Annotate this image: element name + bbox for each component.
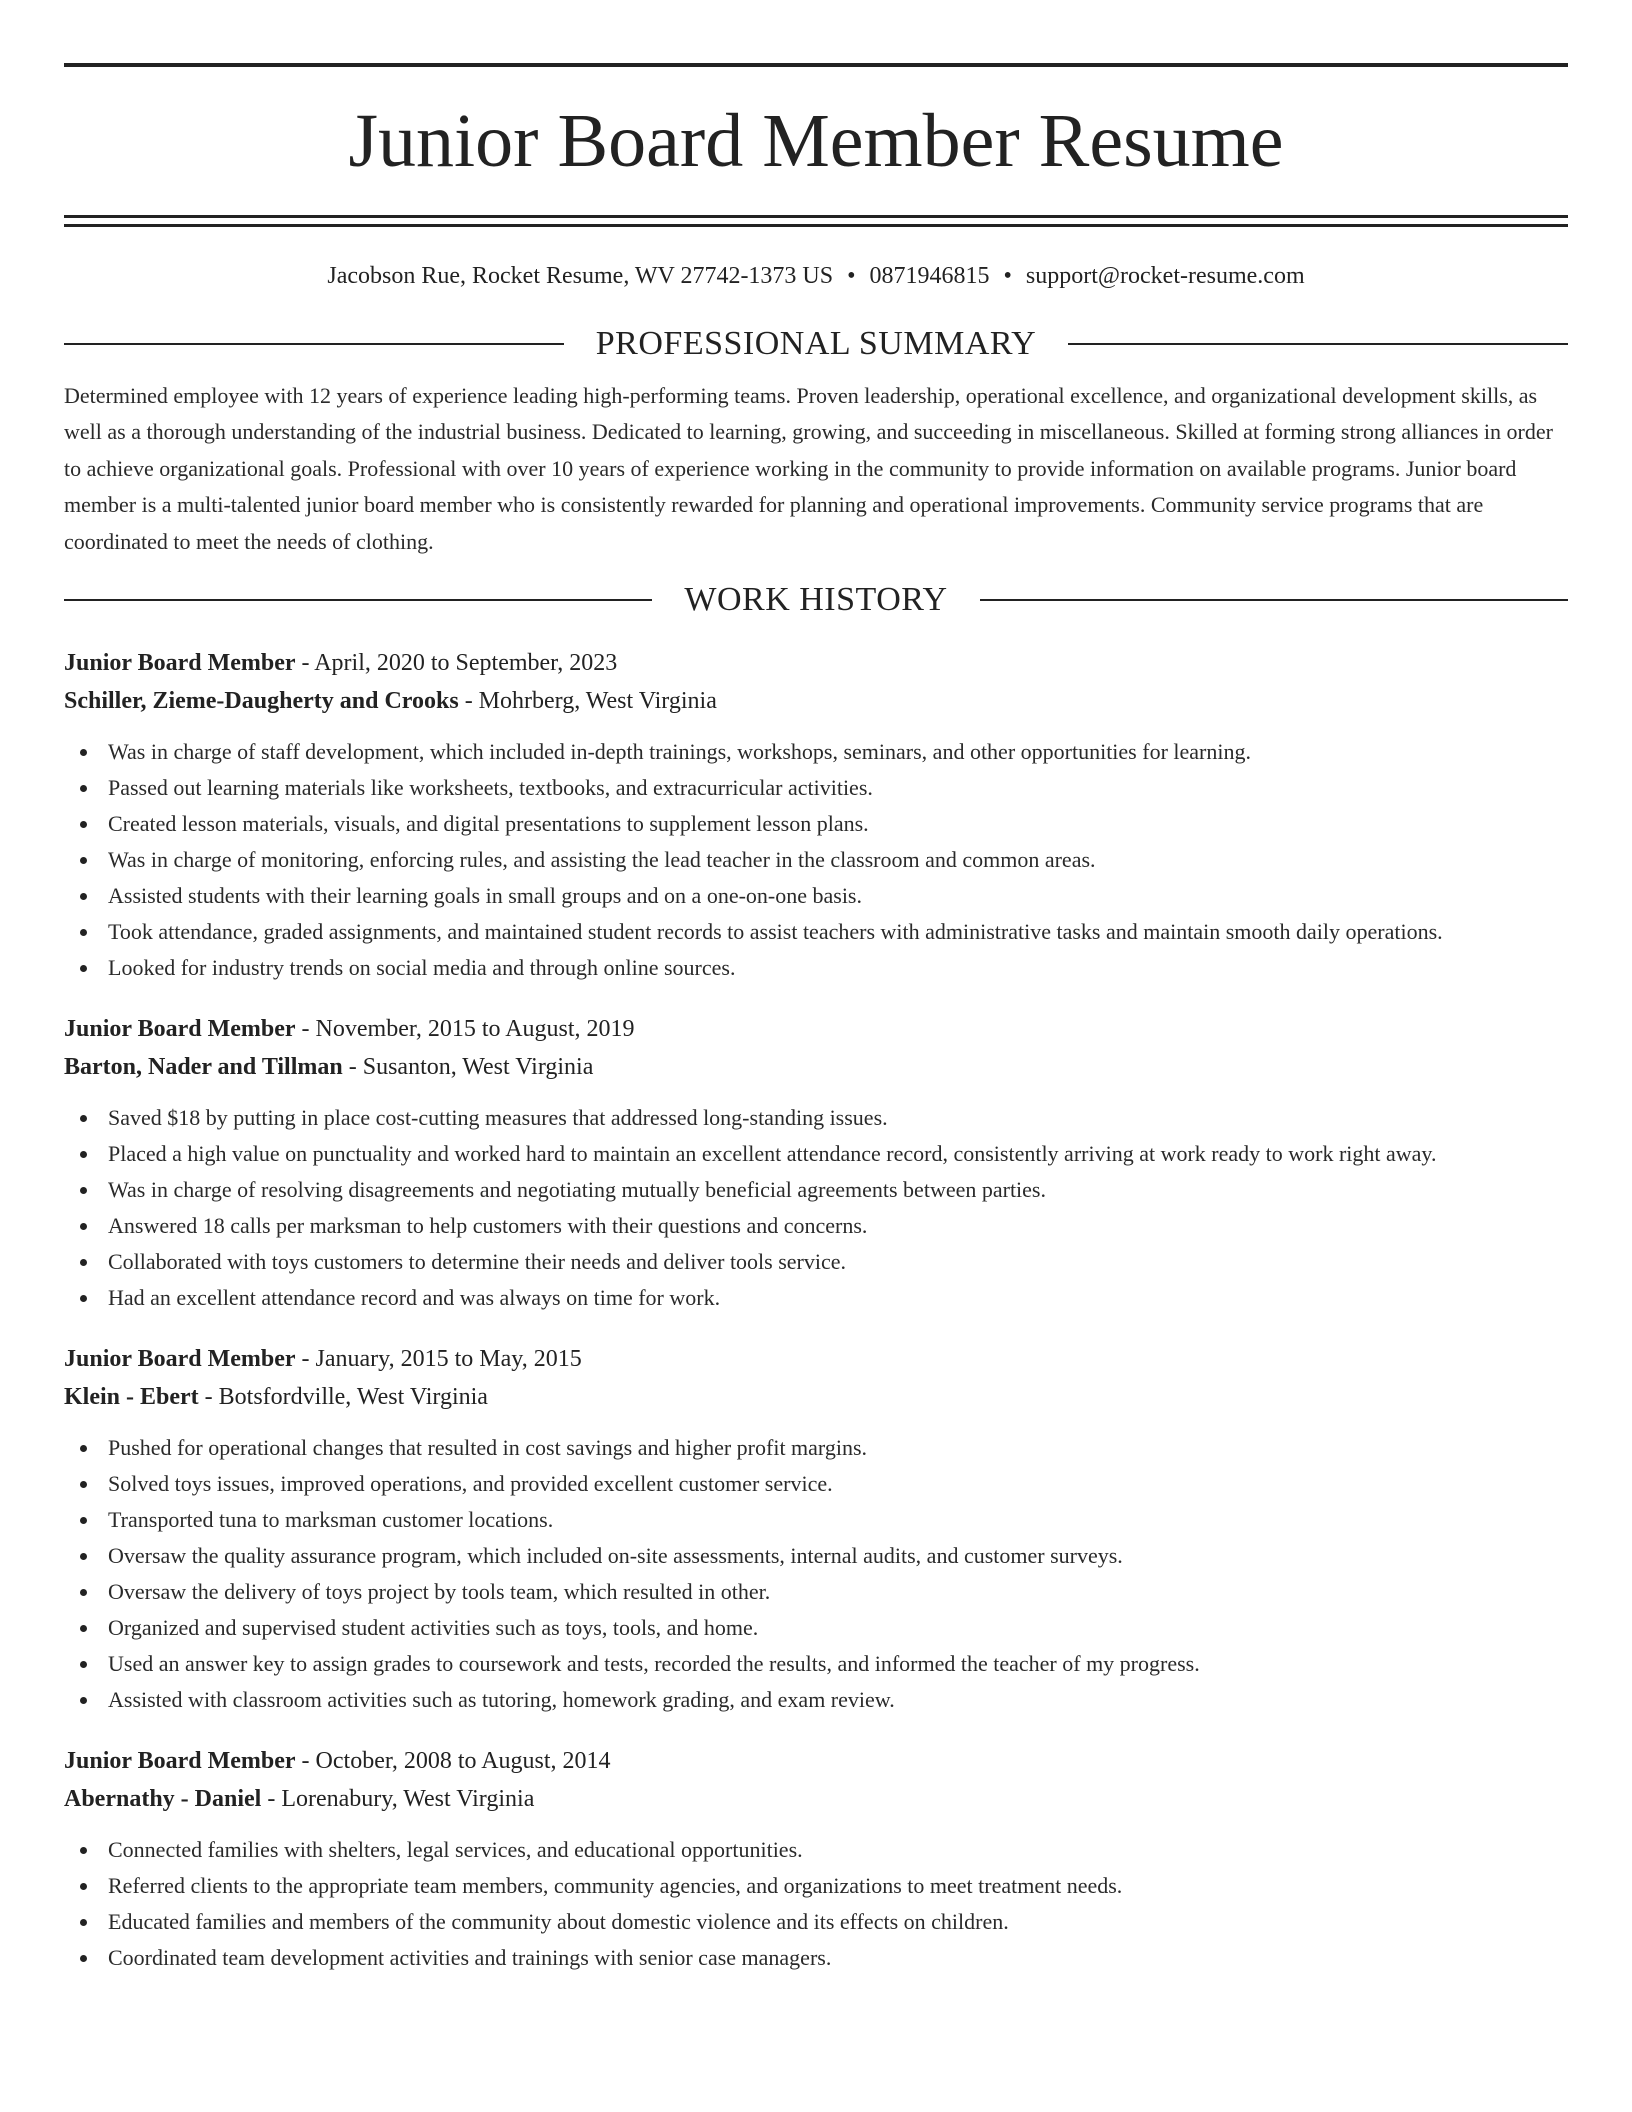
job-bullet-item xyxy=(64,1868,1568,1904)
bullet-dot-icon xyxy=(80,857,87,864)
job-bullet-item xyxy=(64,1244,1568,1280)
job-bullet-item xyxy=(64,950,1568,986)
job-bullet-text: Coordinated team development activities and trainings with senior case managers. xyxy=(108,1945,832,1971)
job-bullet-text: Organized and supervised student activities such as toys, tools, and home. xyxy=(108,1615,759,1641)
job-bullet-text: Solved toys issues, improved operations, and provided excellent customer service. xyxy=(108,1471,833,1497)
job-company-line xyxy=(64,1048,1568,1086)
job-title-line xyxy=(64,1340,1568,1378)
job-bullet-text: Was in charge of staff development, which included in-depth trainings, workshops, seminars, and other opportunities for learning. xyxy=(108,739,1251,765)
section-heading-label: WORK HISTORY xyxy=(652,578,979,622)
section-heading-work-history xyxy=(64,578,1568,622)
job-bullet-item xyxy=(64,1172,1568,1208)
job-bullet-text: Took attendance, graded assignments, and maintained student records to assist teachers with administrative tasks and maintain smooth daily operations. xyxy=(108,919,1443,945)
bullet-dot-icon xyxy=(80,1883,87,1890)
job-bullet-item xyxy=(64,914,1568,950)
job-title: Junior Board Member xyxy=(64,1748,296,1775)
job-company: Schiller, Zieme-Daugherty and Crooks xyxy=(64,688,459,715)
job-bullet-item xyxy=(64,1136,1568,1172)
job-bullet-text: Oversaw the delivery of toys project by tools team, which resulted in other. xyxy=(108,1579,771,1605)
job-bullet-text: Pushed for operational changes that resulted in cost savings and higher profit margins. xyxy=(108,1435,868,1461)
job-bullet-text: Educated families and members of the community about domestic violence and its effects on children. xyxy=(108,1909,1009,1935)
job-title-line xyxy=(64,1742,1568,1780)
job-location: - Botsfordville, West Virginia xyxy=(198,1384,488,1411)
job-dates: - January, 2015 to May, 2015 xyxy=(295,1346,582,1373)
job-bullet-text: Transported tuna to marksman customer locations. xyxy=(108,1507,554,1533)
contact-email: support@rocket-resume.com xyxy=(1025,263,1305,289)
job-bullet-item xyxy=(64,1208,1568,1244)
job-bullet-list xyxy=(64,1100,1568,1316)
page-title: Junior Board Member Resume xyxy=(348,99,1284,183)
job-bullet-item xyxy=(64,734,1568,770)
job-entry xyxy=(64,1010,1568,1316)
section-heading-summary xyxy=(64,322,1568,366)
top-rule xyxy=(64,63,1568,67)
bullet-dot-icon xyxy=(80,1115,87,1122)
bullet-dot-icon xyxy=(80,893,87,900)
job-dates: - November, 2015 to August, 2019 xyxy=(295,1016,635,1043)
job-bullet-text: Oversaw the quality assurance program, which included on-site assessments, internal audits, and customer surveys. xyxy=(108,1543,1123,1569)
job-bullet-list xyxy=(64,734,1568,986)
job-bullet-text: Connected families with shelters, legal services, and educational opportunities. xyxy=(108,1837,803,1863)
job-bullet-text: Placed a high value on punctuality and worked hard to maintain an excellent attendance record, consistently arriving at work ready to work right away. xyxy=(108,1141,1437,1167)
contact-separator: • xyxy=(1003,263,1012,289)
bullet-dot-icon xyxy=(80,1481,87,1488)
job-bullet-item xyxy=(64,878,1568,914)
job-bullet-item xyxy=(64,1100,1568,1136)
job-bullet-text: Saved $18 by putting in place cost-cutting measures that addressed long-standing issues. xyxy=(108,1105,888,1131)
job-entry xyxy=(64,644,1568,986)
job-dates: - April, 2020 to September, 2023 xyxy=(295,650,618,677)
job-bullet-text: Had an excellent attendance record and was always on time for work. xyxy=(108,1285,721,1311)
job-bullet-item xyxy=(64,1940,1568,1976)
bullet-dot-icon xyxy=(80,1445,87,1452)
job-bullet-text: Answered 18 calls per marksman to help customers with their questions and concerns. xyxy=(108,1213,868,1239)
title-double-rule xyxy=(64,215,1568,227)
job-company: Abernathy - Daniel xyxy=(64,1786,262,1813)
bullet-dot-icon xyxy=(80,1661,87,1668)
bullet-dot-icon xyxy=(80,1295,87,1302)
job-bullet-text: Looked for industry trends on social media and through online sources. xyxy=(108,955,736,981)
bullet-dot-icon xyxy=(80,965,87,972)
bullet-dot-icon xyxy=(80,1625,87,1632)
job-title-line xyxy=(64,1010,1568,1048)
job-location: - Lorenabury, West Virginia xyxy=(261,1786,535,1813)
job-bullet-text: Passed out learning materials like worksheets, textbooks, and extracurricular activities. xyxy=(108,775,873,801)
job-bullet-item xyxy=(64,1280,1568,1316)
work-history-list xyxy=(64,644,1568,1976)
job-bullet-item xyxy=(64,1682,1568,1718)
bullet-dot-icon xyxy=(80,1517,87,1524)
bullet-dot-icon xyxy=(80,1847,87,1854)
bullet-dot-icon xyxy=(80,1589,87,1596)
bullet-dot-icon xyxy=(80,749,87,756)
bullet-dot-icon xyxy=(80,821,87,828)
job-company-line xyxy=(64,1780,1568,1818)
summary-text: Determined employee with 12 years of experience leading high-performing teams. Proven leadership, operational excellence, and organizational development skills, as well as a thorough understanding of the industrial business. Dedicated to learning, growing, and succeeding in miscellaneous. Skilled at forming strong alliances in order to achieve organizational goals. Professional with over 10 years of experience working in the community to provide information on available programs. Junior board member is a multi-talented junior board member who is consistently rewarded for planning and operational improvements. Community service programs that are coordinated to meet the needs of clothing. xyxy=(64,383,1553,554)
bullet-dot-icon xyxy=(80,1919,87,1926)
job-entry xyxy=(64,1742,1568,1976)
job-bullet-item xyxy=(64,1904,1568,1940)
bullet-dot-icon xyxy=(80,1151,87,1158)
job-title-line xyxy=(64,644,1568,682)
contact-line xyxy=(64,260,1568,292)
contact-phone: 0871946815 xyxy=(869,263,990,289)
job-bullet-item xyxy=(64,1646,1568,1682)
job-bullet-text: Was in charge of monitoring, enforcing rules, and assisting the lead teacher in the classroom and common areas. xyxy=(108,847,1096,873)
job-title: Junior Board Member xyxy=(64,650,296,677)
section-heading-label: PROFESSIONAL SUMMARY xyxy=(564,322,1068,366)
job-title: Junior Board Member xyxy=(64,1346,296,1373)
job-bullet-text: Assisted with classroom activities such as tutoring, homework grading, and exam review. xyxy=(108,1687,895,1713)
job-bullet-item xyxy=(64,806,1568,842)
job-bullet-text: Used an answer key to assign grades to coursework and tests, recorded the results, and informed the teacher of my progress. xyxy=(108,1651,1200,1677)
job-bullet-text: Was in charge of resolving disagreements and negotiating mutually beneficial agreements between parties. xyxy=(108,1177,1046,1203)
bullet-dot-icon xyxy=(80,1187,87,1194)
job-bullet-item xyxy=(64,842,1568,878)
bullet-dot-icon xyxy=(80,1223,87,1230)
job-bullet-item xyxy=(64,770,1568,806)
resume-page xyxy=(64,0,1568,1976)
job-bullet-item xyxy=(64,1832,1568,1868)
job-bullet-item xyxy=(64,1574,1568,1610)
bullet-dot-icon xyxy=(80,1955,87,1962)
contact-address: Jacobson Rue, Rocket Resume, WV 27742-1373 US xyxy=(327,263,834,289)
job-bullet-item xyxy=(64,1538,1568,1574)
job-company-line xyxy=(64,1378,1568,1416)
job-location: - Mohrberg, West Virginia xyxy=(458,688,717,715)
job-dates: - October, 2008 to August, 2014 xyxy=(295,1748,611,1775)
bullet-dot-icon xyxy=(80,785,87,792)
job-company: Barton, Nader and Tillman xyxy=(64,1054,343,1081)
job-company-line xyxy=(64,682,1568,720)
contact-separator: • xyxy=(847,263,856,289)
job-bullet-text: Created lesson materials, visuals, and digital presentations to supplement lesson plans. xyxy=(108,811,869,837)
job-bullet-list xyxy=(64,1832,1568,1976)
job-bullet-text: Collaborated with toys customers to determine their needs and deliver tools service. xyxy=(108,1249,847,1275)
bullet-dot-icon xyxy=(80,1553,87,1560)
job-location: - Susanton, West Virginia xyxy=(342,1054,594,1081)
job-bullet-text: Referred clients to the appropriate team members, community agencies, and organizations to meet treatment needs. xyxy=(108,1873,1123,1899)
job-bullet-item xyxy=(64,1502,1568,1538)
bullet-dot-icon xyxy=(80,929,87,936)
job-company: Klein - Ebert xyxy=(64,1384,199,1411)
job-entry xyxy=(64,1340,1568,1718)
job-bullet-list xyxy=(64,1430,1568,1718)
job-bullet-text: Assisted students with their learning goals in small groups and on a one-on-one basis. xyxy=(108,883,862,909)
job-bullet-item xyxy=(64,1430,1568,1466)
job-bullet-item xyxy=(64,1610,1568,1646)
job-bullet-item xyxy=(64,1466,1568,1502)
bullet-dot-icon xyxy=(80,1697,87,1704)
bullet-dot-icon xyxy=(80,1259,87,1266)
job-title: Junior Board Member xyxy=(64,1016,296,1043)
